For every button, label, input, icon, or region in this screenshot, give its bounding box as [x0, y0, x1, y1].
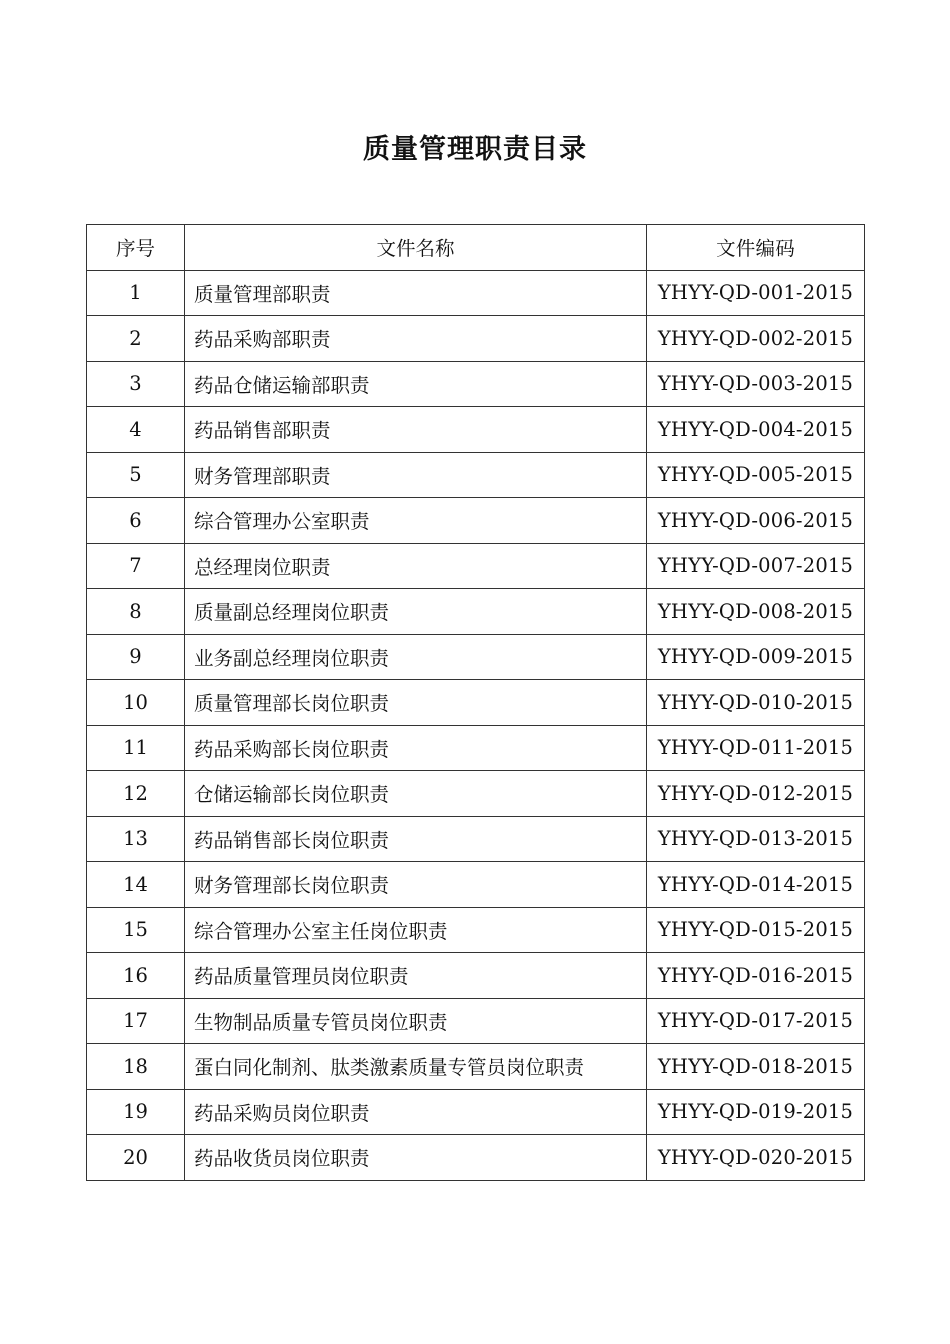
- document-name-cell: 药品采购部职责: [185, 316, 647, 362]
- table-row: [87, 361, 865, 407]
- document-code-cell: YHYY-QD-012-2015: [647, 771, 865, 817]
- serial-number-cell: 10: [87, 680, 185, 726]
- document-name-cell: 药品质量管理员岗位职责: [185, 953, 647, 999]
- header-serial-number: 序号: [87, 225, 185, 271]
- document-name-cell: 药品采购部长岗位职责: [185, 725, 647, 771]
- page-title: 质量管理职责目录: [363, 134, 587, 165]
- document-name-cell: 蛋白同化制剂、肽类激素质量专管员岗位职责: [185, 1044, 647, 1090]
- serial-number-cell: 15: [87, 907, 185, 953]
- table-row: [87, 1089, 865, 1135]
- table-row: [87, 407, 865, 453]
- serial-number-cell: 3: [87, 361, 185, 407]
- table-row: [87, 862, 865, 908]
- table-row: [87, 998, 865, 1044]
- document-name-cell: 药品采购员岗位职责: [185, 1089, 647, 1135]
- table-row: [87, 270, 865, 316]
- table-row: [87, 907, 865, 953]
- document-code-cell: YHYY-QD-007-2015: [647, 543, 865, 589]
- table-row: [87, 725, 865, 771]
- document-code-cell: YHYY-QD-005-2015: [647, 452, 865, 498]
- document-index-table: [86, 224, 865, 1181]
- document-code-cell: YHYY-QD-019-2015: [647, 1089, 865, 1135]
- table-body: [87, 270, 865, 1180]
- document-code-cell: YHYY-QD-015-2015: [647, 907, 865, 953]
- document-code-cell: YHYY-QD-020-2015: [647, 1135, 865, 1181]
- serial-number-cell: 4: [87, 407, 185, 453]
- table-row: [87, 452, 865, 498]
- document-name-cell: 药品仓储运输部职责: [185, 361, 647, 407]
- document-code-cell: YHYY-QD-008-2015: [647, 589, 865, 635]
- document-name-cell: 生物制品质量专管员岗位职责: [185, 998, 647, 1044]
- document-code-cell: YHYY-QD-009-2015: [647, 634, 865, 680]
- serial-number-cell: 6: [87, 498, 185, 544]
- document-name-cell: 药品销售部长岗位职责: [185, 816, 647, 862]
- table-row: [87, 771, 865, 817]
- serial-number-cell: 20: [87, 1135, 185, 1181]
- serial-number-cell: 14: [87, 862, 185, 908]
- document-code-cell: YHYY-QD-003-2015: [647, 361, 865, 407]
- serial-number-cell: 7: [87, 543, 185, 589]
- serial-number-cell: 12: [87, 771, 185, 817]
- document-name-cell: 药品销售部职责: [185, 407, 647, 453]
- serial-number-cell: 1: [87, 270, 185, 316]
- serial-number-cell: 19: [87, 1089, 185, 1135]
- document-code-cell: YHYY-QD-016-2015: [647, 953, 865, 999]
- table-row: [87, 680, 865, 726]
- document-name-cell: 质量管理部职责: [185, 270, 647, 316]
- document-name-cell: 业务副总经理岗位职责: [185, 634, 647, 680]
- document-code-cell: YHYY-QD-014-2015: [647, 862, 865, 908]
- serial-number-cell: 2: [87, 316, 185, 362]
- table-row: [87, 1044, 865, 1090]
- table-row: [87, 1135, 865, 1181]
- table-row: [87, 953, 865, 999]
- document-code-cell: YHYY-QD-006-2015: [647, 498, 865, 544]
- serial-number-cell: 8: [87, 589, 185, 635]
- table-row: [87, 634, 865, 680]
- serial-number-cell: 18: [87, 1044, 185, 1090]
- header-document-name: 文件名称: [185, 225, 647, 271]
- table-row: [87, 589, 865, 635]
- table-row: [87, 498, 865, 544]
- document-code-cell: YHYY-QD-002-2015: [647, 316, 865, 362]
- document-code-cell: YHYY-QD-010-2015: [647, 680, 865, 726]
- document-name-cell: 综合管理办公室主任岗位职责: [185, 907, 647, 953]
- table-row: [87, 816, 865, 862]
- serial-number-cell: 16: [87, 953, 185, 999]
- document-name-cell: 质量副总经理岗位职责: [185, 589, 647, 635]
- table-row: [87, 543, 865, 589]
- document-code-cell: YHYY-QD-013-2015: [647, 816, 865, 862]
- document-code-cell: YHYY-QD-018-2015: [647, 1044, 865, 1090]
- document-name-cell: 财务管理部长岗位职责: [185, 862, 647, 908]
- document-code-cell: YHYY-QD-011-2015: [647, 725, 865, 771]
- header-document-code: 文件编码: [647, 225, 865, 271]
- serial-number-cell: 11: [87, 725, 185, 771]
- document-code-cell: YHYY-QD-004-2015: [647, 407, 865, 453]
- document-name-cell: 财务管理部职责: [185, 452, 647, 498]
- document-name-cell: 质量管理部长岗位职责: [185, 680, 647, 726]
- document-code-cell: YHYY-QD-017-2015: [647, 998, 865, 1044]
- table-header-row: [87, 225, 865, 271]
- document-name-cell: 仓储运输部长岗位职责: [185, 771, 647, 817]
- serial-number-cell: 5: [87, 452, 185, 498]
- serial-number-cell: 9: [87, 634, 185, 680]
- document-name-cell: 总经理岗位职责: [185, 543, 647, 589]
- serial-number-cell: 17: [87, 998, 185, 1044]
- document-code-cell: YHYY-QD-001-2015: [647, 270, 865, 316]
- table-row: [87, 316, 865, 362]
- document-name-cell: 药品收货员岗位职责: [185, 1135, 647, 1181]
- document-name-cell: 综合管理办公室职责: [185, 498, 647, 544]
- serial-number-cell: 13: [87, 816, 185, 862]
